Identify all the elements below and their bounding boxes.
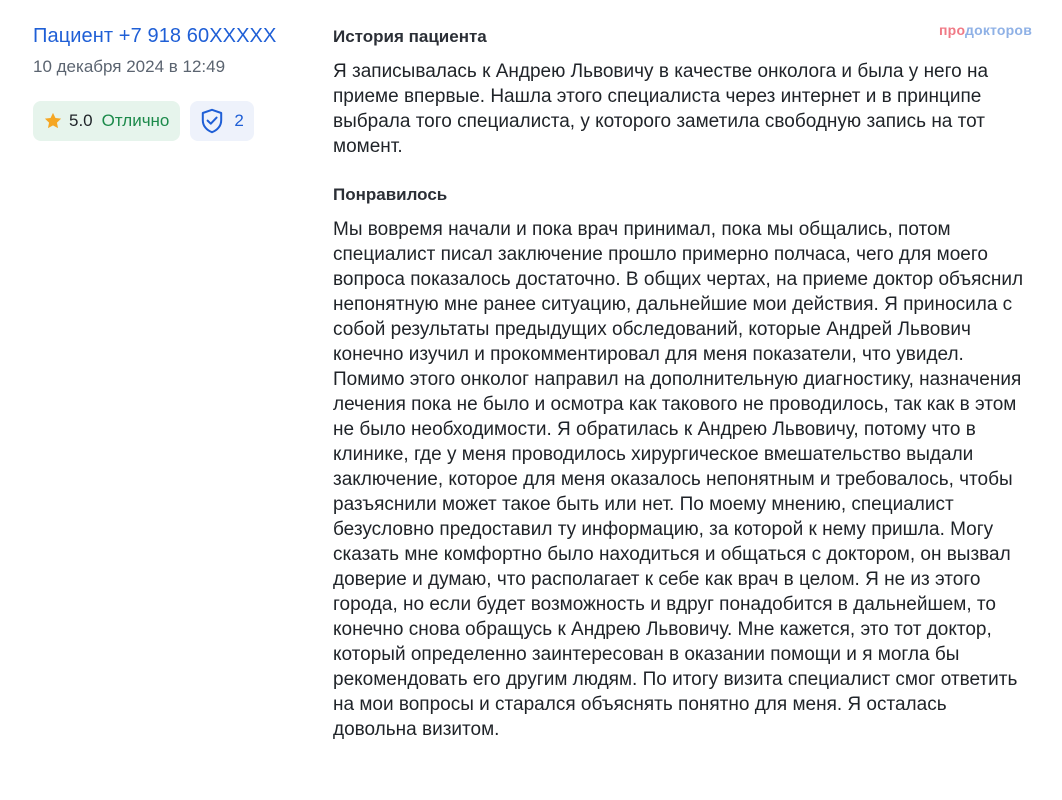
section-text: Я записывалась к Андрею Львовичу в качестве онколога и была у него на приеме впервые. Нашла этого специалиста через интернет и в принципе выбрала того специалиста, у которого заметила свободную запись на тот момент. <box>333 61 989 157</box>
section-title: История пациента <box>333 27 487 46</box>
shield-check-icon <box>200 108 224 134</box>
review-badges <box>33 101 313 141</box>
section-liked <box>333 184 1033 742</box>
rating-badge <box>33 101 180 141</box>
logo-part-pro: про <box>939 22 966 38</box>
review-body <box>333 26 1033 742</box>
section-patient-history <box>333 26 1033 159</box>
section-title: Понравилось <box>333 185 448 204</box>
review-meta <box>33 22 313 141</box>
section-text: Мы вовремя начали и пока врач принимал, пока мы общались, потом специалист писал заключение прошло примерно полчаса, чего для моего вопроса показалось достаточно. В общих чертах, на приеме доктор объяснил непонятную мне ранее ситуацию, дальнейшие мои действия. Я приносила с собой результаты предыдущих обследований, которые Андрей Львович конечно изучил и прокомментировал для меня показатели, что увидел. Помимо этого онколог направил на дополнительную диагностику, назначения лечения пока не было и осмотра как такового не проводилось, так как в этом не было необходимости. Я обратилась к Андрею Львовичу, потому что в клинике, где у меня проводилось хирургическое вмешательство выдали заключение, которое для меня оказалось непонятным и требовалось, чтобы разъяснили может такое быть или нет. По моему мнению, специалист безусловно предоставил ту информацию, за которой к нему пришла. Могу сказать мне комфортно было находиться и общаться с доктором, он вызвал доверие и думаю, что располагает к себе как врач в целом. Я не из этого города, но если будет возможность и вдруг понадобится в дальнейшем, то конечно снова обращусь к Андрею Львовичу. Мне кажется, это тот доктор, который определенно заинтересован в оказании помощи и я могла бы рекомендовать его другим людям. По итогу визита специалист смог ответить на мои вопросы и старался объяснять понятно для меня. Я осталась довольна визитом. <box>333 219 1024 740</box>
author-link[interactable]: Пациент +7 918 60XXXXX <box>33 25 277 47</box>
logo-part-doctorov: докторов <box>965 22 1032 38</box>
star-icon <box>43 111 63 131</box>
rating-value: 5.0 <box>69 111 93 130</box>
verification-badge[interactable] <box>190 101 253 141</box>
review-date: 10 декабря 2024 в 12:49 <box>33 57 226 76</box>
verification-count: 2 <box>234 111 244 130</box>
rating-label: Отлично <box>101 111 170 130</box>
